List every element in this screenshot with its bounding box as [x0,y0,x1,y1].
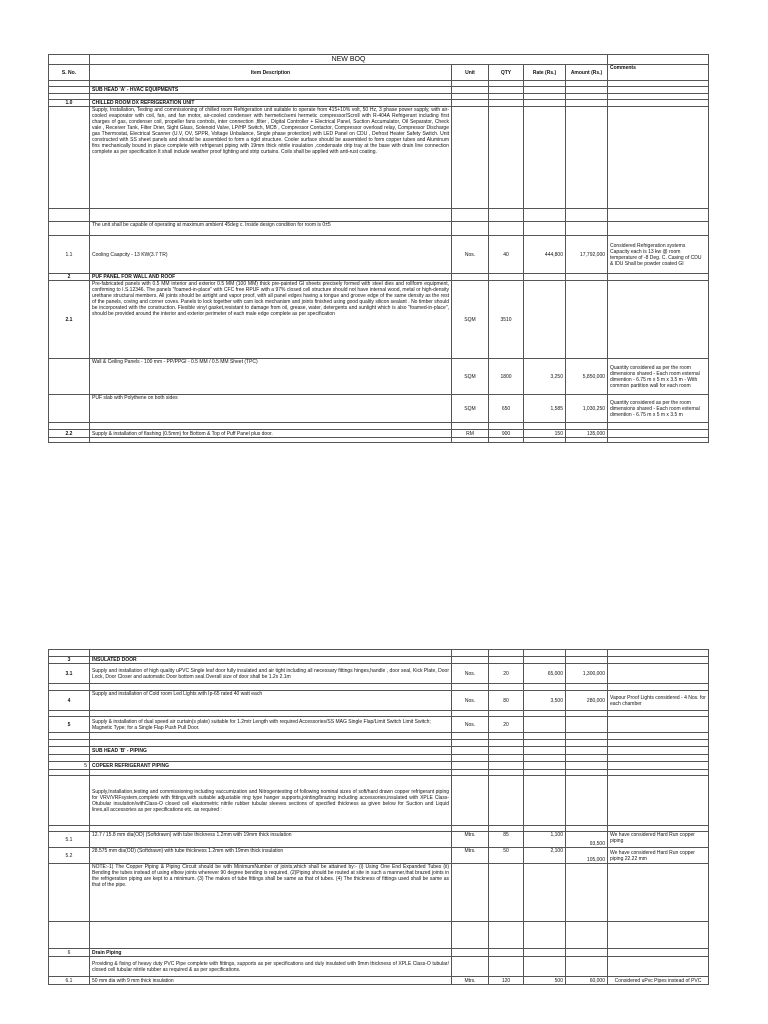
boq-sheet-page-2 [48,649,709,985]
item-description: Wall & Ceiling Panels - 100 mm - PP/PPGI - 0.5 MM / 0.5 MM Sheet (TPC) [90,359,452,395]
note-row [49,864,709,922]
item-qty: 85 [489,832,524,848]
item-rate: 2,100 [524,848,566,864]
item-amount: 1,300,000 [566,664,608,684]
table-row [49,664,709,684]
item-qty: 20 [489,717,524,733]
item-qty: 80 [489,691,524,711]
item-rate: 65,000 [524,664,566,684]
item-qty: 3510 [489,281,524,359]
table-row [49,236,709,274]
item-number: 2.1 [49,281,90,359]
item-description: Supply, Installation, Testing and commissioning of chilled room Refrigeration unit suitable to operate from 415+10% volt, 50 Hz, 3 phase power supply, with air-cooled evaporator with coil, fan, and fan motor, air-cooled condenser with hermetic/semi hermetic compressor/Scroll with R-404A Refrigerant including first charges of gas, condenser coil, propeller fans controls, inter connection ,filter , Digital Controller + Electrical Panel, Suction Accumulator, Oil Separator, Check vale , Receiver Tank, Filter Drier, Sight Glass, Solenoid Valve, LP/HP Switch, MCB , Compressor Contactor, Compressor overload relay, Compressor Discharge gas Thermostat, Electrical Scanner (U.V, OV, SPPR, Voltage Unbalance, Single phase protection) with LED Panel on CDU , Defrost Heater Safety Switch. Unit constructed with SS sheet panels and should be assembled to form a rigid structure. Cooler surface should be assembled to form copper tubes and Aluminum fins mechanically bound in place complete with refrigerant piping with 19mm thick nitrile insulation ,condensate drip tray at the base with drain line connection complete as per specification It shall include weather proof lighting and strip curtains. Coils shall be applied with anti-rust coating. [90,107,452,209]
item-amount: 135,000 [566,430,608,438]
item-number: 1.1 [49,236,90,274]
header-row [49,65,709,81]
item-description: 50 mm dia with 9 mm thick insulation [90,977,452,985]
item-unit: Nos. [452,717,489,733]
col-header-comments: Comments [608,65,709,81]
item-amount: 5,850,000 [566,359,608,395]
sheet-title: NEW BOQ [90,55,608,65]
item-unit: Nos. [452,691,489,711]
item-note: The unit shall be capable of operating at maximum ambient 45deg c. Inside design condition for room is 0±5 [90,222,452,236]
item-description: PUF slab with Polythene on both sides [90,395,452,423]
item-rate: 1,100 [524,832,566,848]
item-comment: Considered Refrigeration systems Capacity each is 13 kw @ room temperature of -8 Deg. C. Casing of CDU & IDU Shall be powder coated GI [608,236,709,274]
item-number: 5.2 [49,848,90,864]
item-unit: Mtrs. [452,848,489,864]
item-number: 5 [49,717,90,733]
section-row [49,274,709,281]
item-amount: 105,000 [566,848,608,864]
item-comment: We have considered Hard Run copper piping [608,832,709,848]
item-comment: Considered uPvc Pipes instead of PVC [608,977,709,985]
table-row [49,430,709,438]
description-row [49,107,709,209]
item-unit: SQM [452,281,489,359]
item-description: 12.7 / 15.8 mm dia(OD) (Softdrawn) with tube thickness 1.2mm with 19mm thick insulation [90,832,452,848]
item-rate: 3,500 [524,691,566,711]
item-comment: Quantity considered as per the room dimensions shared - Each room external dimention - 6.75 m x 5 m x 3.5 m - With common partition wall for each room [608,359,709,395]
item-unit: Nos. [452,236,489,274]
subhead-row [49,747,709,755]
boq-sheet-page-1 [48,54,709,443]
table-row [49,395,709,423]
table-row [49,691,709,711]
item-number: 2 [49,274,90,281]
item-number: 3 [49,657,90,664]
item-number: 3.1 [49,664,90,684]
item-amount: 17,792,000 [566,236,608,274]
item-unit: Mtrs. [452,832,489,848]
item-rate: 1,585 [524,395,566,423]
col-header-description: Item Description [90,65,452,81]
section-heading: CHILLED ROOM DX REFRIGERATION UNIT [90,100,452,107]
item-rate: 3,250 [524,359,566,395]
item-qty: 50 [489,848,524,864]
item-description: Cooling Caapcity - 13 KW(3.7 TR) [90,236,452,274]
section-row [49,762,709,770]
item-unit: Nos. [452,664,489,684]
section-row [49,657,709,664]
subhead-label: SUB HEAD 'A' - HVAC EQUIPMENTS [90,87,452,94]
description-row [49,957,709,977]
item-number: 5 [49,762,90,770]
item-note: NOTE:-1) The Copper Piping & Piping Circuit should be with MinimumNumber of joints,which shall be attained by:- (i) Using One End Expanded Tubes (ii) Bending the tubes instead of using elbow joints wherever 90 degree bending is required. (2)Piping should be routed at site in such a manner,that brazed joints in the refrigeration piping are kept to a minimum. (3) The makes of tube fittings shall be same as that of tubes. (4) The thickness of fittings used shall be same as that of the pipe. [90,864,452,922]
table-row [49,848,709,864]
item-qty: 1800 [489,359,524,395]
item-number: 4 [49,691,90,711]
col-header-qty: QTY [489,65,524,81]
item-amount: 60,000 [566,977,608,985]
col-header-rate: Rate (Rs.) [524,65,566,81]
section-heading: PUF PANEL FOR WALL AND ROOF [90,274,452,281]
item-rate: 150 [524,430,566,438]
item-description: Supply & installation of dual speed air curtain(s plate) suitable for 1.2mtr Length with required Accessories/SS MAG Single Flap/Limit Switch Limit Switch; Magnetic Type; for a Single Flap Push Pull Door. [90,717,452,733]
col-header-amount: Amount (Rs.) [566,65,608,81]
section-heading: Drain Piping [90,949,452,957]
item-number: 5.1 [49,832,90,848]
table-row [49,832,709,848]
section-row [49,100,709,107]
table-row [49,977,709,985]
item-unit: Mtrs. [452,977,489,985]
item-comment: Vapour Proof Lights considered - 4 Nos. for each chamber [608,691,709,711]
item-description: Supply and installation of Cold room Led Lights with Ip-65 rated 40 watt each [90,691,452,711]
section-heading: COPEER REFRIGERANT PIPING [90,762,452,770]
item-unit: RM [452,430,489,438]
item-qty: 20 [489,664,524,684]
item-description: 28.575 mm dia(OD) (Softdrawn) with tube thickness 1.2mm with 19mm thick insulation [90,848,452,864]
subhead-row [49,87,709,94]
col-header-unit: Unit [452,65,489,81]
item-rate: 444,800 [524,236,566,274]
item-number: 6.1 [49,977,90,985]
item-amount: 1,030,250 [566,395,608,423]
item-number: 1.0 [49,100,90,107]
item-comment: Quantity considered as per the room dimensions shared - Each room external dimention - 6.75 m x 5 m x 3.5 m [608,395,709,423]
item-description: Providing & fixing of heavy duty PVC Pipe complete with fittings, supports as per specifications and duly insulated with 9mm thickness of XPLE Class-O tubular/ closed cell tubular nitrile rubber as required & as per specifications. [90,957,452,977]
section-heading: INSULATED DOOR [90,657,452,664]
item-unit: SQM [452,359,489,395]
item-description: Supply,Installation,testing and commissioning including vaccumization and Nitrogentesting of following nominal sizes of soft/hard drawn copper refrigerant piping for VRV/VRFsystem,complete with fittings,with suitable adjustable ring type hanger supports,jointing/brazing including accessories,insulated with XPLE Class-Otubular insulation/withClass-O closed cell elastometric nitrile rubber tubular sleeves sections of specified thickness as given below for Suction and Liquid lines,all accessories as per specifications etc. as required : [90,776,452,826]
note-row [49,222,709,236]
table-row [49,281,709,359]
item-unit: SQM [452,395,489,423]
col-header-sno: S. No. [49,65,90,81]
table-row [49,717,709,733]
item-rate: 500 [524,977,566,985]
item-comment: We have considered Hard Run copper piping 22.22 mm [608,848,709,864]
item-description: Pre-fabricated panels with 0.5 MM interior and exterior 0.5 MM (100 MM) thick pre-painted GI sheets precisely formed with steel dies and rollform equipment, confirming to I.S.12346. The panels "foamed-in-place" with CFC free RPUF with a 97% closed cell structure should not have internal wood, metal or high-density urethane structural members. All joints should be airtight and vapor proof, with all panel edges having a tongue and groove edge of the same density as the rest of the panels, coving and corner coves. Panels to lock together with cam lock mechanism and joints finished using good quality silicon sealant . No timber should be incorporated with the construction. Flexible vinyl gasket,resistant to damage from oil, grease, water, detergents and sunlight which is also "foamed-in-place", should be provided around the interior and exterior perimeter of each male edge complete as per specification [90,281,452,359]
item-qty: 650 [489,395,524,423]
description-row [49,776,709,826]
item-qty: 900 [489,430,524,438]
item-description: Supply & installation of flashing (0.5mm) for Bottom & Top of Puff Panel plus door. [90,430,452,438]
item-amount: 280,000 [566,691,608,711]
section-row [49,949,709,957]
item-number: 6 [49,949,90,957]
item-amount: 93,500 [566,832,608,848]
table-row [49,359,709,395]
item-number: 2.2 [49,430,90,438]
subhead-label: SUB HEAD 'B' - PIPING [90,747,452,755]
item-description: Supply and installation of high quality uPVC Single leaf door fully insulated and air tight including all necessary fittings hinges,handle , door seal, Kick Plate, Door Lock, Door Closer and automatic Door bottom seal.Overall size of door shall be 1.2x 2.1m [90,664,452,684]
item-qty: 40 [489,236,524,274]
item-qty: 120 [489,977,524,985]
